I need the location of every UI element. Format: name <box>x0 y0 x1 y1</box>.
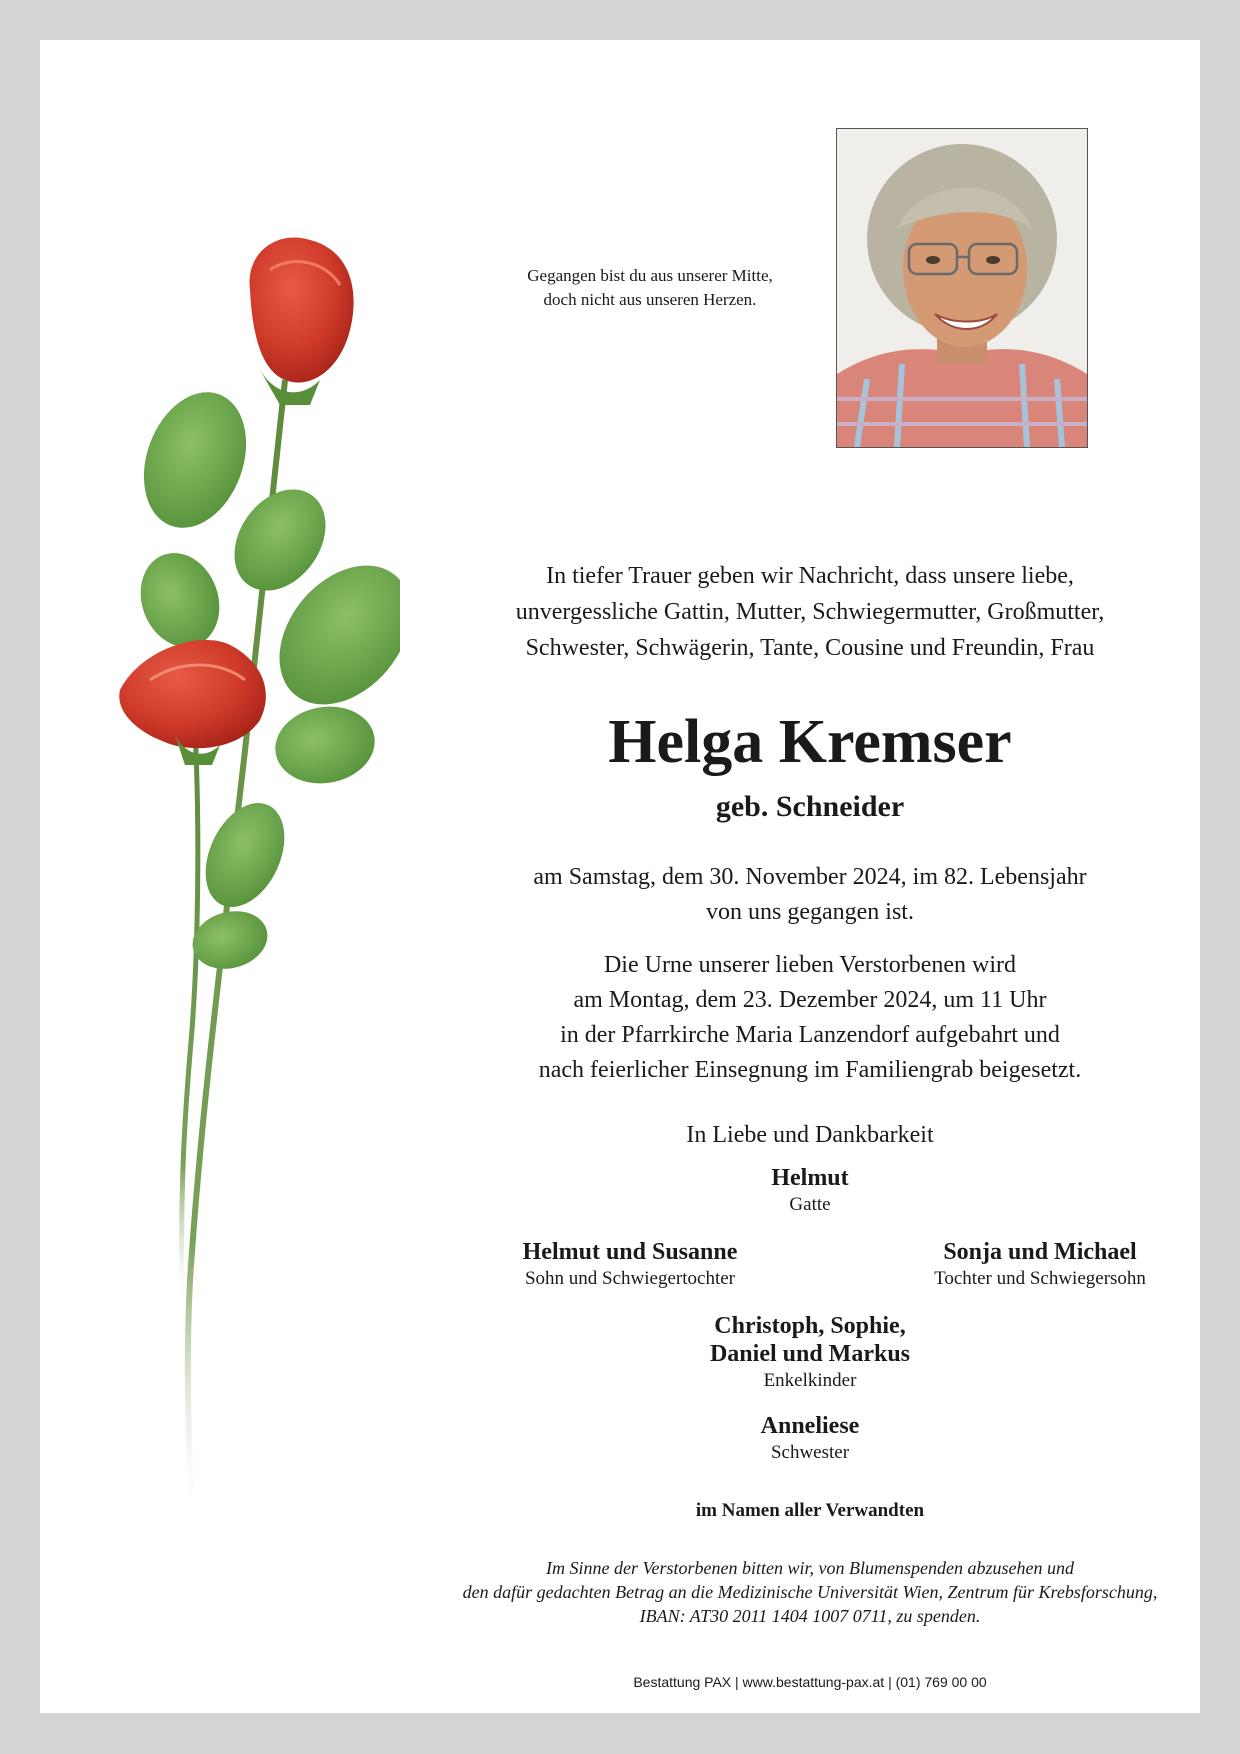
family-son <box>450 1238 810 1292</box>
portrait-image <box>837 129 1087 447</box>
family-daughter <box>870 1238 1210 1292</box>
husband-name: Helmut <box>771 1165 849 1191</box>
family-grandchildren <box>420 1312 1200 1394</box>
ceremony-line-4: nach feierlicher Einsegnung im Familiengrab beigesetzt. <box>538 1057 1082 1083</box>
quote-line-2: doch nicht aus unseren Herzen. <box>543 290 757 309</box>
grandchildren-name-line-2: Daniel und Markus <box>709 1341 911 1367</box>
closing-text: In Liebe und Dankbarkeit <box>686 1122 934 1148</box>
son-name: Helmut und Susanne <box>522 1239 738 1265</box>
husband-relation: Gatte <box>789 1194 831 1215</box>
donation-line-1: Im Sinne der Verstorbenen bitten wir, von Blumenspenden abzusehen und <box>546 1558 1074 1578</box>
donation-line-3: IBAN: AT30 2011 1404 1007 0711, zu spenden. <box>639 1606 981 1626</box>
portrait-photo <box>836 128 1088 448</box>
intro-line-3: Schwester, Schwägerin, Tante, Cousine und Freundin, Frau <box>525 635 1095 661</box>
donation-note <box>380 1556 1240 1628</box>
intro-text <box>420 558 1200 666</box>
family-husband <box>420 1164 1200 1218</box>
maiden-name: geb. Schneider <box>715 790 905 823</box>
intro-line-2: unvergessliche Gattin, Mutter, Schwiegermutter, Großmutter, <box>515 599 1105 625</box>
death-notice-line-2: von uns gegangen ist. <box>706 899 914 925</box>
death-notice-line-1: am Samstag, dem 30. November 2024, im 82. Lebensjahr <box>533 864 1087 890</box>
family-sister <box>420 1412 1200 1466</box>
ceremony-line-3: in der Pfarrkirche Maria Lanzendorf aufgebahrt und <box>560 1022 1060 1048</box>
son-relation: Sohn und Schwiegertochter <box>524 1268 735 1289</box>
sister-name: Anneliese <box>760 1413 860 1439</box>
donation-line-2: den dafür gedachten Betrag an die Medizinische Universität Wien, Zentrum für Krebsforschung, <box>462 1582 1158 1602</box>
daughter-relation: Tochter und Schwiegersohn <box>934 1268 1146 1289</box>
funeral-home-footer: Bestattung PAX | www.bestattung-pax.at | (01) 769 00 00 <box>633 1674 987 1690</box>
obituary-sheet <box>40 40 1200 1713</box>
deceased-name: Helga Kremser <box>608 708 1012 776</box>
death-notice <box>420 860 1200 930</box>
grandchildren-name-line-1: Christoph, Sophie, <box>714 1313 906 1339</box>
relatives-text: im Namen aller Verwandten <box>695 1500 925 1521</box>
intro-line-1: In tiefer Trauer geben wir Nachricht, dass unsere liebe, <box>546 563 1074 589</box>
ceremony-line-2: am Montag, dem 23. Dezember 2024, um 11 Uhr <box>573 987 1047 1013</box>
sister-relation: Schwester <box>770 1442 850 1463</box>
memorial-quote <box>440 264 860 312</box>
daughter-name: Sonja und Michael <box>943 1239 1137 1265</box>
red-rose-illustration <box>80 230 400 1540</box>
ceremony-text <box>420 948 1200 1088</box>
ceremony-line-1: Die Urne unserer lieben Verstorbenen wird <box>603 952 1017 978</box>
quote-line-1: Gegangen bist du aus unserer Mitte, <box>527 266 773 285</box>
grandchildren-relation: Enkelkinder <box>763 1370 857 1391</box>
